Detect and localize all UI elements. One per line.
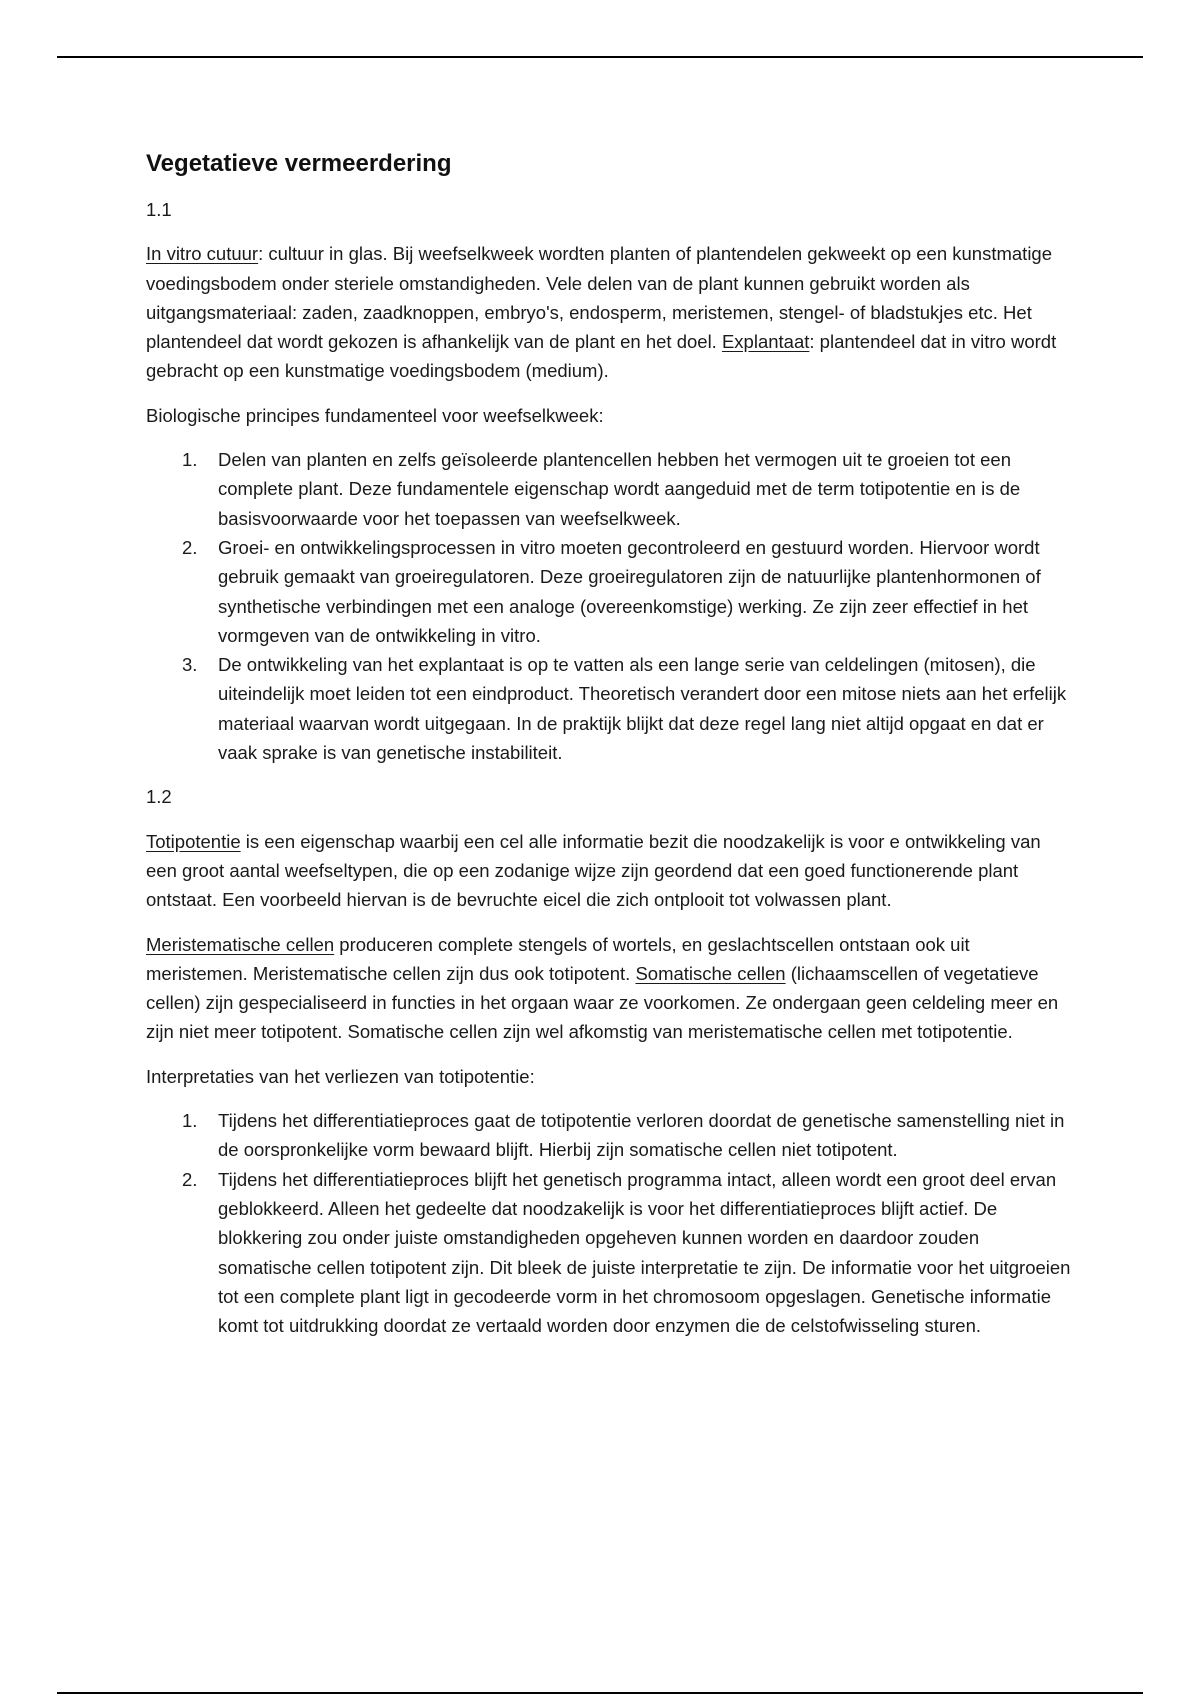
paragraph-text: is een eigenschap waarbij een cel alle informatie bezit die noodzakelijk is voor e ontwikkeling van een groot aantal weefseltypen, die op een zodanige wijze zijn geordend dat een goed functionerende plant ontstaat. Een voorbeeld hiervan is de bevruchte eicel die zich ontplooit tot volwassen plant. [146, 830, 1041, 911]
term-totipotentie: Totipotentie [146, 830, 241, 852]
list-item-number: 2. [182, 1168, 198, 1190]
term-somatische-cellen: Somatische cellen [635, 962, 786, 984]
list-intro-principes: Biologische principes fundamenteel voor weefselkweek: [146, 404, 604, 426]
list-item-number: 1. [182, 449, 198, 471]
term-in-vitro-cutuur: In vitro cutuur [146, 243, 259, 265]
paragraph-in-vitro [146, 239, 1071, 385]
list-item-text: Tijdens het differentiatieproces blijft het genetisch programma intact, alleen wordt een groot deel ervan geblokkeerd. Alleen het gedeelte dat noodzakelijk is voor het differentiatieproces blijft actief. De blokkering zou onder juiste omstandigheden opgeheven kunnen worden en daardoor zouden somatische cellen totipotent zijn. Dit bleek de juiste interpretatie te zijn. De informatie voor het uitgroeien tot een complete plant ligt in gecodeerde vorm in het chromosoom opgeslagen. Genetische informatie komt tot uitdrukking doordat ze vertaald worden door enzymen die de celstofwisseling sturen. [218, 1168, 1071, 1337]
section-number-1-1: 1.1 [146, 199, 172, 220]
list-item-text: Groei- en ontwikkelingsprocessen in vitro moeten gecontroleerd en gestuurd worden. Hiervoor wordt gebruik gemaakt van groeiregulatoren. Deze groeiregulatoren zijn de natuurlijke plantenhormonen of synthetische verbindingen met een analoge (overeenkomstige) werking. Ze zijn zeer effectief in het vormgeven van de ontwikkeling in vitro. [218, 536, 1041, 646]
paragraph-text: : cultuur in glas. Bij weefselkweek wordten planten of plantendelen gekweekt op een kunstmatige voedingsbodem onder steriele omstandigheden. Vele delen van de plant kunnen gebruikt worden als uitgangsmateriaal: zaden, zaadknoppen, embryo's, endosperm, meristemen, stengel- of bladstukjes etc. Het plantendeel dat wordt gekozen is afhankelijk van de plant en het doel. [146, 243, 1053, 353]
list-item-number: 3. [182, 654, 198, 676]
paragraph-totipotentie [146, 827, 1071, 915]
list-item-number: 1. [182, 1110, 198, 1132]
paragraph-text: (lichaamscellen of vegetatieve cellen) zijn gespecialiseerd in functies in het orgaan waar ze voorkomen. Ze ondergaan geen celdeling meer en zijn niet meer totipotent. Somatische cellen zijn wel afkomstig van meristematische cellen met totipotentie. [146, 962, 1059, 1043]
list-item-text: De ontwikkeling van het explantaat is op te vatten als een lange serie van celdelingen (mitosen), die uiteindelijk moet leiden tot een eindproduct. Theoretisch verandert door een mitose niets aan het erfelijk materiaal waarvan wordt uitgegaan. In de praktijk blijkt dat deze regel lang niet altijd opgaat en dat er vaak sprake is van genetische instabiliteit. [218, 654, 1067, 764]
list-interpretaties [146, 1106, 1071, 1340]
term-explantaat: Explantaat [721, 331, 810, 353]
paragraph-text: : plantendeel dat in vitro wordt gebracht op een kunstmatige voedingsbodem (medium). [146, 331, 1057, 382]
list-item [146, 1165, 1071, 1341]
term-meristematische-cellen: Meristematische cellen [146, 933, 335, 955]
document-page [146, 148, 1071, 1355]
paragraph-text: produceren complete stengels of wortels, en geslachtscellen ontstaan ook uit meristemen. Meristematische cellen zijn dus ook totipotent. [146, 933, 970, 984]
footer-rule [57, 1692, 1143, 1694]
list-item [146, 533, 1071, 650]
list-principes [146, 445, 1071, 767]
list-item-text: Tijdens het differentiatieproces gaat de totipotentie verloren doordat de genetische samenstelling niet in de oorspronkelijke vorm bewaard blijft. Hierbij zijn somatische cellen niet totipotent. [218, 1110, 1065, 1161]
list-item [146, 1106, 1071, 1165]
paragraph-meristematische [146, 930, 1071, 1047]
page-title: Vegetatieve vermeerdering [146, 150, 452, 177]
section-number-1-2: 1.2 [146, 786, 172, 808]
list-item-number: 2. [182, 536, 198, 558]
header-rule [57, 56, 1143, 58]
list-item-text: Delen van planten en zelfs geïsoleerde plantencellen hebben het vermogen uit te groeien tot een complete plant. Deze fundamentele eigenschap wordt aangeduid met de term totipotentie en is de basisvoorwaarde voor het toepassen van weefselkweek. [218, 449, 1021, 529]
list-item [146, 650, 1071, 767]
list-item [146, 445, 1071, 533]
list-intro-interpretaties: Interpretaties van het verliezen van totipotentie: [146, 1065, 535, 1087]
